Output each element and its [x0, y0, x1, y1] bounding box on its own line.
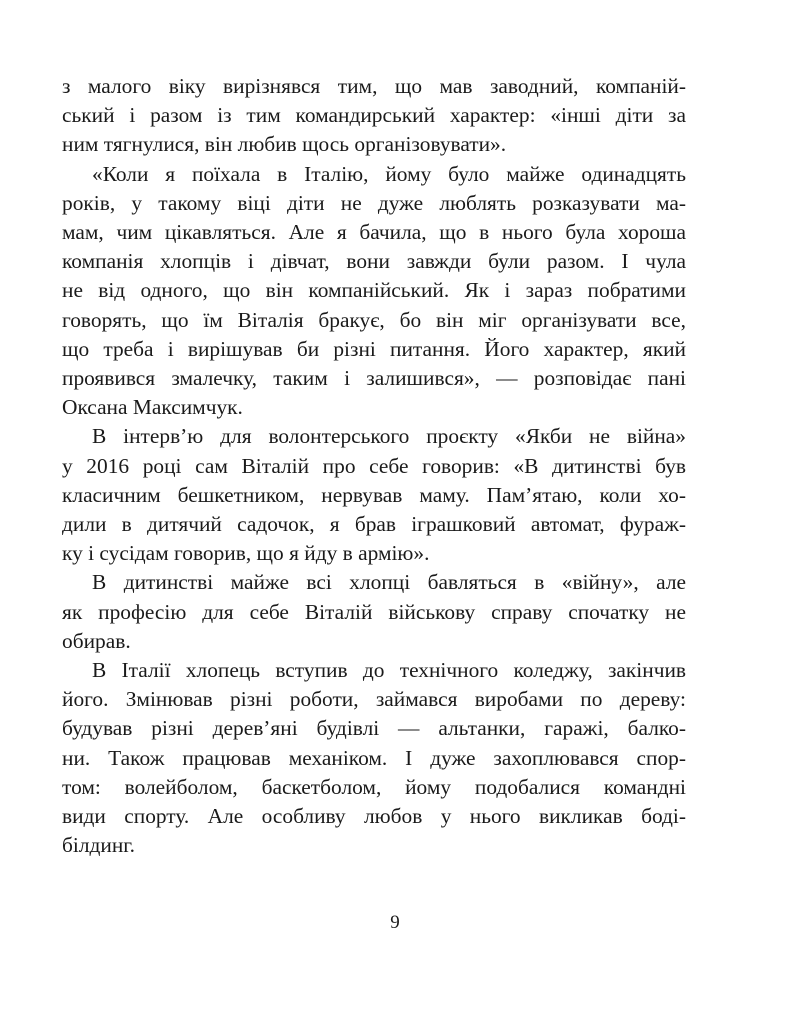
text-line: проявився змалечку, таким і залишився», — розповідає пані — [62, 366, 686, 391]
text-line: говорять, що їм Віталія бракує, бо він міг організувати все, — [62, 307, 686, 332]
paragraph-1 — [62, 72, 686, 160]
text-line: компанія хлопців і дівчат, вони завжди були разом. І чула — [62, 249, 686, 274]
page-number: 9 — [390, 912, 400, 933]
text-line: види спорту. Але особливу любов у нього викликав боді- — [62, 804, 686, 829]
text-line: білдинг. — [62, 833, 135, 858]
text-line: ним тягнулися, він любив щось організовувати». — [62, 132, 507, 157]
text-line: том: волейболом, баскетболом, йому подобалися командні — [62, 774, 686, 799]
paragraph-5 — [62, 656, 686, 860]
paragraph-2 — [62, 160, 686, 423]
text-line: не від одного, що він компанійський. Як і зараз побратими — [62, 278, 686, 303]
text-line: ку і сусідам говорив, що я йду в армію». — [62, 541, 430, 566]
text-line: як професію для себе Віталій військову справу спочатку не — [62, 599, 686, 624]
text-line: років, у такому віці діти не дуже люблять розказувати ма- — [62, 190, 686, 215]
text-line: мам, чим цікавляться. Але я бачила, що в нього була хороша — [62, 220, 686, 245]
text-line: ський і разом із тим командирський характер: «інші діти за — [62, 103, 686, 128]
text-line: у 2016 році сам Віталій про себе говорив: «В дитинстві був — [62, 453, 686, 478]
text-line: «Коли я поїхала в Італію, йому було майже одинадцять — [92, 161, 686, 186]
text-line: дили в дитячий садочок, я брав іграшковий автомат, фураж- — [62, 512, 686, 537]
paragraph-4 — [62, 568, 686, 656]
text-line: обирав. — [62, 628, 131, 653]
text-line: В дитинстві майже всі хлопці бавляться в «війну», але — [92, 570, 686, 595]
text-line: класичним бешкетником, нервував маму. Пам’ятаю, коли хо- — [62, 482, 686, 507]
text-line: В Італії хлопець вступив до технічного коледжу, закінчив — [92, 658, 686, 683]
text-line: що треба і вирішував би різні питання. Його характер, який — [62, 336, 686, 361]
text-line: з малого віку вирізнявся тим, що мав заводний, компаній- — [62, 74, 686, 98]
paragraph-3 — [62, 422, 686, 568]
text-line: ни. Також працював механіком. І дуже захоплювався спор- — [62, 745, 686, 770]
page-body — [62, 72, 686, 860]
text-line: В інтерв’ю для волонтерського проєкту «Якби не війна» — [92, 424, 686, 449]
text-line: Оксана Максимчук. — [62, 395, 243, 420]
text-line: будував різні дерев’яні будівлі — альтанки, гаражі, балко- — [62, 716, 686, 741]
text-line: його. Змінював різні роботи, займався виробами по дереву: — [62, 687, 686, 712]
